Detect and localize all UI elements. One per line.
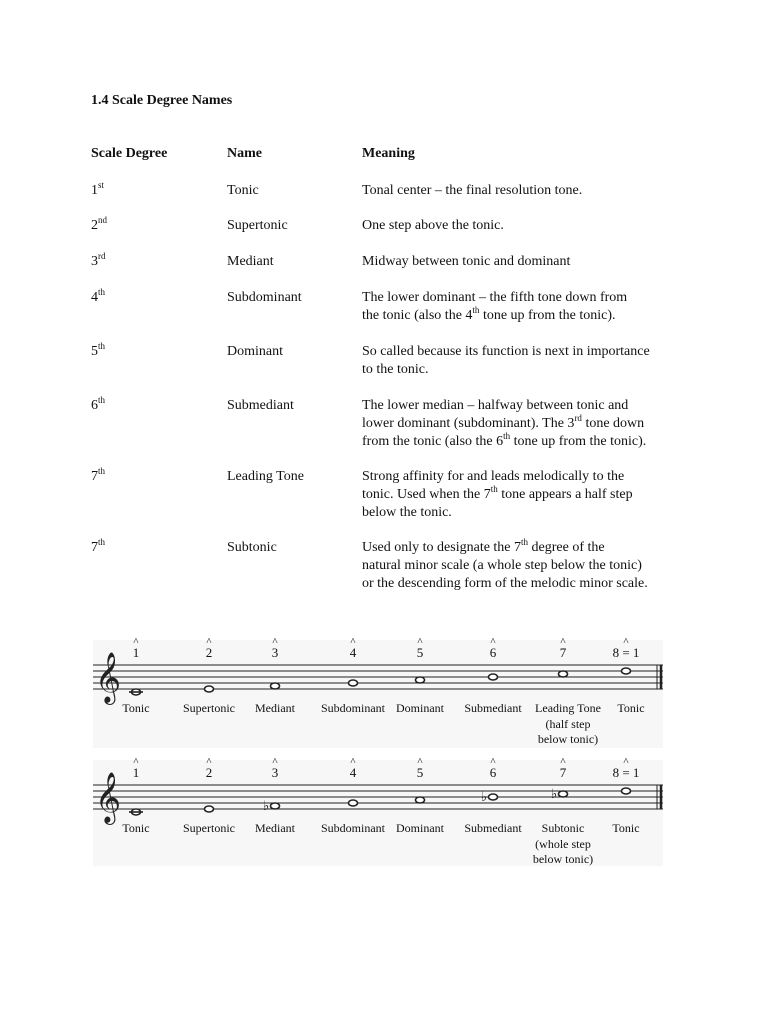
note-subtext: (half step [545, 717, 591, 731]
degree-label: ^ 7 [560, 645, 567, 661]
treble-clef-icon: 𝄞 [95, 772, 122, 823]
degree-label: ^ 8 = 1 [613, 645, 640, 661]
row-degree: 6th [91, 395, 106, 413]
row-name: Tonic [227, 183, 259, 198]
minor-scale-staff [93, 760, 663, 866]
note-name: Submediant [464, 701, 522, 715]
note-name: Tonic [122, 701, 150, 715]
row-degree: 1st [91, 180, 105, 198]
row-degree: 4th [91, 287, 106, 305]
row-degree: 7th [91, 466, 106, 484]
section-title: 1.4 Scale Degree Names [91, 93, 233, 108]
degree-label: ^ 7 [560, 765, 567, 781]
row-meaning: So called because its function is next in importance to the tonic. [362, 344, 650, 377]
degree-label: ^ 4 [350, 765, 357, 781]
note-name: Mediant [255, 821, 295, 835]
row-name: Mediant [227, 254, 274, 269]
row-degree: 2nd [91, 215, 107, 233]
degree-label: ^ 8 = 1 [613, 765, 640, 781]
flat-icon: ♭ [551, 787, 558, 802]
note-name: Dominant [396, 701, 444, 715]
row-meaning: One step above the tonic. [362, 218, 504, 233]
row-name: Supertonic [227, 218, 288, 233]
note-name: Tonic [122, 821, 150, 835]
note-name: Tonic [617, 701, 645, 715]
note-name: Subtonic [541, 821, 585, 835]
row-degree: 7th [91, 537, 106, 555]
row-meaning: The lower median – halfway between tonic and lower dominant (subdominant). The 3rd tone down from the tonic (also the 6th tone up from the tonic). [362, 398, 647, 449]
note-subtext: (whole step [535, 837, 591, 851]
note-subtext: below tonic) [537, 732, 599, 746]
note-subtext: below tonic) [532, 852, 594, 866]
note-name: Submediant [464, 821, 522, 835]
header-scale-degree: Scale Degree [91, 146, 168, 161]
note-name: Subdominant [320, 821, 386, 835]
degree-label: ^ 2 [206, 765, 213, 781]
degree-label: ^ 2 [206, 645, 213, 661]
row-name: Subdominant [227, 290, 302, 305]
major-scale-staff [93, 640, 663, 748]
degree-label: ^ 4 [350, 645, 357, 661]
row-name: Submediant [227, 398, 294, 413]
header-name: Name [227, 146, 262, 161]
row-meaning: The lower dominant – the fifth tone down from the tonic (also the 4th tone up from the tonic). [362, 290, 628, 323]
note-name: Tonic [612, 821, 640, 835]
note-name: Supertonic [183, 821, 235, 835]
row-degree: 5th [91, 341, 106, 359]
degree-label: ^ 5 [417, 765, 424, 781]
flat-icon: ♭ [263, 799, 270, 814]
degree-label: ^ 3 [272, 645, 279, 661]
note-name: Leading Tone [535, 701, 601, 715]
degree-label: ^ 1 [133, 765, 140, 781]
row-meaning: Used only to designate the 7th degree of the natural minor scale (a whole step below the tonic) or the descending form of the melodic minor scale. [362, 537, 648, 591]
treble-clef-icon: 𝄞 [95, 652, 122, 703]
note-name: Mediant [255, 701, 295, 715]
note-name: Subdominant [320, 701, 386, 715]
degree-label: ^ 5 [417, 645, 424, 661]
row-name: Leading Tone [227, 469, 304, 484]
row-meaning: Tonal center – the final resolution tone. [362, 183, 583, 198]
row-name: Dominant [227, 344, 283, 359]
degree-label: ^ 6 [490, 645, 497, 661]
degree-label: ^ 3 [272, 765, 279, 781]
row-meaning: Strong affinity for and leads melodically to the tonic. Used when the 7th tone appears a half step below the tonic. [362, 469, 633, 520]
note-name: Dominant [396, 821, 444, 835]
row-name: Subtonic [227, 540, 277, 555]
note-name: Supertonic [183, 701, 235, 715]
degree-label: ^ 6 [490, 765, 497, 781]
row-degree: 3rd [91, 251, 106, 269]
degree-label: ^ 1 [133, 645, 140, 661]
row-meaning: Midway between tonic and dominant [362, 254, 571, 269]
header-meaning: Meaning [362, 146, 415, 161]
flat-icon: ♭ [481, 790, 488, 805]
